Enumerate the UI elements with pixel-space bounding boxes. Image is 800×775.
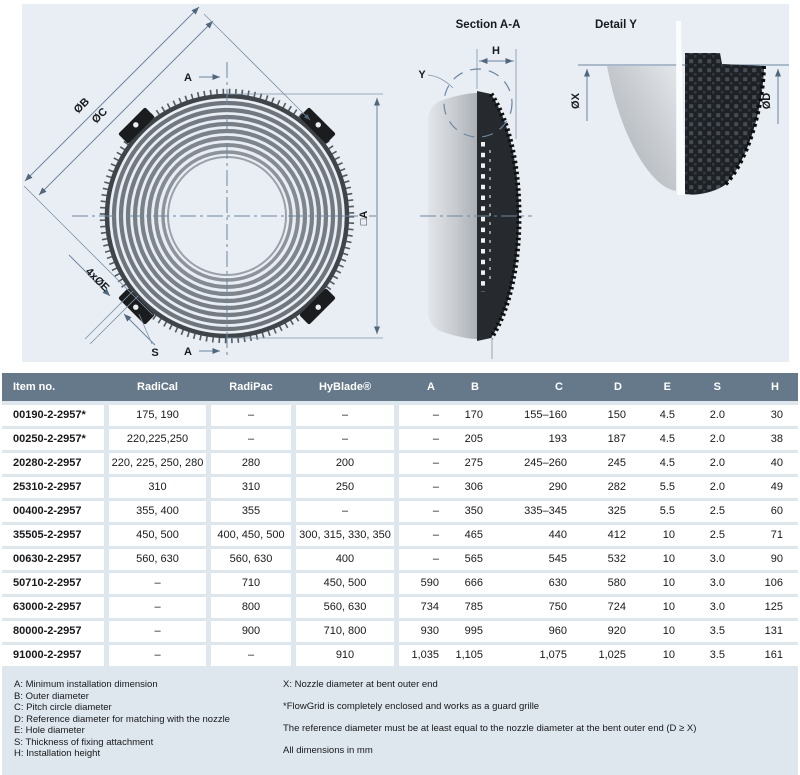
item-no: 50710-2-2957	[2, 573, 104, 594]
series-cell: –	[109, 621, 206, 642]
dim-value: –	[432, 529, 439, 541]
dim-value: 60	[770, 505, 783, 517]
column-header-item-no: Item no.	[13, 381, 56, 393]
front-view-drawing	[24, 7, 383, 359]
dim-value: 350	[464, 505, 483, 517]
series-cell: –	[109, 645, 206, 666]
y-leader	[428, 75, 453, 88]
dim-value: 545	[548, 553, 567, 565]
dim-label-height: H	[492, 45, 500, 57]
dimensions-table	[2, 373, 798, 775]
dim-value: 532	[607, 553, 626, 565]
detail-nozzle-wedge	[607, 66, 676, 191]
footnotes-panel	[2, 666, 798, 775]
dim-label-square-a: □A	[358, 210, 370, 226]
item-no: 00630-2-2957	[2, 549, 104, 570]
dimension-values	[399, 405, 798, 426]
item-no: 20280-2-2957	[2, 453, 104, 474]
series-cell: 900	[211, 621, 291, 642]
column-header-hyblade: HyBlade®	[318, 381, 372, 393]
dim-value: 161	[764, 649, 783, 661]
dim-value: 4.5	[659, 409, 675, 421]
item-no: 35505-2-2957	[2, 525, 104, 546]
dim-value: 106	[764, 577, 783, 589]
dim-value: 245	[607, 457, 626, 469]
footnote-line: X: Nozzle diameter at bent outer end	[283, 679, 438, 690]
table-row	[2, 621, 798, 642]
dim-value: –	[432, 553, 439, 565]
series-cell: –	[296, 429, 394, 450]
dim-value: 49	[770, 481, 783, 493]
dim-value: 245–260	[524, 457, 567, 469]
dim-value: 3.5	[709, 625, 725, 637]
dimension-values	[399, 645, 798, 666]
dim-value: 335–345	[524, 505, 567, 517]
dim-label-pitch-circle: ØC	[89, 105, 110, 126]
series-cell: 560, 630	[296, 597, 394, 618]
series-cell: –	[211, 645, 291, 666]
detail-y-drawing	[570, 19, 789, 195]
series-cell: 355, 400	[109, 501, 206, 522]
dimension-values	[399, 453, 798, 474]
dim-value: 1,075	[539, 649, 567, 661]
footnote-line: H: Installation height	[14, 748, 101, 759]
dim-value: 960	[548, 625, 567, 637]
footnote-line: B: Outer diameter	[14, 690, 89, 702]
dim-value: 155–160	[524, 409, 567, 421]
dim-value: 590	[420, 577, 439, 589]
table-row	[2, 645, 798, 666]
dim-value: 2.0	[709, 457, 725, 469]
table-header	[2, 373, 798, 401]
dim-value: 205	[464, 433, 483, 445]
table-body	[2, 401, 798, 666]
dim-value: 1,025	[598, 649, 626, 661]
dim-value: 565	[464, 553, 483, 565]
dim-value: 2.0	[709, 409, 725, 421]
dim-value: 2.0	[709, 433, 725, 445]
dim-value: 3.0	[709, 601, 725, 613]
dimension-values	[399, 573, 798, 594]
item-no: 00400-2-2957	[2, 501, 104, 522]
dim-value: 930	[420, 625, 439, 637]
section-view-title: Section A-A	[455, 19, 521, 31]
dim-value: 1,035	[411, 649, 439, 661]
series-cell: –	[211, 429, 291, 450]
dim-value: 630	[548, 577, 567, 589]
column-header-c: C	[555, 381, 563, 393]
footnote-line: *FlowGrid is completely enclosed and works as a guard grille	[283, 701, 540, 712]
series-cell: 560, 630	[109, 549, 206, 570]
technical-drawing	[22, 4, 789, 362]
footnote-line: E: Hole diameter	[14, 725, 85, 736]
dim-value: 131	[764, 625, 783, 637]
dim-value: 282	[607, 481, 626, 493]
dim-value: 995	[464, 625, 483, 637]
dim-value: 1,105	[455, 649, 483, 661]
dimension-values	[399, 501, 798, 522]
column-header-s: S	[713, 381, 721, 393]
table-row	[2, 405, 798, 426]
item-no: 25310-2-2957	[2, 477, 104, 498]
series-cell: 400, 450, 500	[211, 525, 291, 546]
series-cell: 450, 500	[109, 525, 206, 546]
dim-value: 4.5	[659, 457, 675, 469]
dimension-values	[399, 525, 798, 546]
item-no: 80000-2-2957	[2, 621, 104, 642]
dimension-values	[399, 597, 798, 618]
footnotes-right-column	[283, 679, 798, 775]
dimension-values	[399, 477, 798, 498]
series-cell: 355	[211, 501, 291, 522]
dim-value: 193	[548, 433, 567, 445]
dim-label-holes: 4xØE	[82, 265, 112, 295]
table-row	[2, 501, 798, 522]
series-cell: 250	[296, 477, 394, 498]
dim-value: 3.0	[709, 577, 725, 589]
series-cell: 910	[296, 645, 394, 666]
series-cell: 200	[296, 453, 394, 474]
dim-value: 290	[548, 481, 567, 493]
dim-value: 150	[607, 409, 626, 421]
dim-value: –	[432, 505, 439, 517]
column-header-a: A	[427, 381, 435, 393]
dim-value: 5.5	[659, 481, 675, 493]
dim-label-thickness: S	[151, 347, 159, 359]
series-cell: 710	[211, 573, 291, 594]
column-header-d: D	[614, 381, 622, 393]
dim-value: 10	[662, 577, 675, 589]
footnote-line: C: Pitch circle diameter	[14, 702, 112, 713]
section-marker-a-bottom: A	[184, 346, 192, 358]
dim-value: 750	[548, 601, 567, 613]
dia-b-dimension-line	[25, 7, 199, 181]
dim-value: 5.5	[659, 505, 675, 517]
section-aa-drawing	[418, 19, 532, 359]
dim-value: 3.5	[709, 649, 725, 661]
dim-value: 10	[662, 553, 675, 565]
series-cell: –	[296, 501, 394, 522]
column-header-h: H	[771, 381, 779, 393]
series-cell: 220, 225, 250, 280	[109, 453, 206, 474]
detail-gap	[676, 21, 685, 195]
dimension-values	[399, 429, 798, 450]
table-row	[2, 549, 798, 570]
series-cell: 310	[109, 477, 206, 498]
series-cell: 280	[211, 453, 291, 474]
detail-view-title: Detail Y	[595, 19, 637, 31]
table-row	[2, 477, 798, 498]
dimension-values	[399, 621, 798, 642]
dim-value: 325	[607, 505, 626, 517]
dim-label-nozzle-diameter: ØX	[570, 93, 582, 109]
series-cell: 310	[211, 477, 291, 498]
footnotes-left-column	[2, 679, 283, 775]
footnote-line: All dimensions in mm	[283, 745, 373, 756]
item-no: 00250-2-2957*	[2, 429, 104, 450]
footnote-line: D: Reference diameter for matching with the nozzle	[14, 713, 230, 725]
series-cell: –	[211, 405, 291, 426]
table-header-row	[2, 373, 798, 401]
dim-value: 666	[464, 577, 483, 589]
column-header-e: E	[663, 381, 671, 393]
dim-value: 10	[662, 649, 675, 661]
dim-value: 412	[607, 529, 626, 541]
dim-value: 440	[548, 529, 567, 541]
dim-value: 125	[764, 601, 783, 613]
dim-value: 30	[770, 409, 783, 421]
series-cell: 220,225,250	[109, 429, 206, 450]
dim-value: 580	[607, 577, 626, 589]
dim-value: 10	[662, 529, 675, 541]
dim-label-reference-diameter: ØD	[761, 92, 773, 110]
dim-value: –	[432, 409, 439, 421]
dim-value: 10	[662, 625, 675, 637]
dim-value: 40	[770, 457, 783, 469]
dim-value: 275	[464, 457, 483, 469]
dim-value: 724	[607, 601, 626, 613]
column-header-radipac: RadiPac	[229, 381, 273, 393]
footnote-line: A: Minimum installation dimension	[14, 679, 158, 690]
series-cell: 800	[211, 597, 291, 618]
series-cell: –	[109, 597, 206, 618]
dim-value: 306	[464, 481, 483, 493]
dim-value: –	[432, 481, 439, 493]
item-no: 91000-2-2957	[2, 645, 104, 666]
technical-drawing-panel	[22, 4, 789, 362]
dim-label-outer-diameter: ØB	[71, 95, 92, 116]
dimension-values	[399, 373, 798, 401]
dim-value: 3.0	[709, 553, 725, 565]
item-no: 63000-2-2957	[2, 597, 104, 618]
table-row	[2, 525, 798, 546]
column-header-b: B	[471, 381, 479, 393]
column-header-radical: RadiCal	[137, 381, 178, 393]
dim-value: 2.5	[709, 505, 725, 517]
dim-value: 920	[607, 625, 626, 637]
dim-value: 170	[464, 409, 483, 421]
series-cell: 560, 630	[211, 549, 291, 570]
footnote-line: S: Thickness of fixing attachment	[14, 736, 154, 748]
series-cell: 400	[296, 549, 394, 570]
table-row	[2, 597, 798, 618]
dim-value: 38	[770, 433, 783, 445]
dim-value: 2.5	[709, 529, 725, 541]
dim-value: 785	[464, 601, 483, 613]
series-cell: 710, 800	[296, 621, 394, 642]
dim-value: 2.0	[709, 481, 725, 493]
series-cell: –	[109, 573, 206, 594]
footnote-line: The reference diameter must be at least equal to the nozzle diameter at the bent outer end (D ≥ X)	[283, 723, 697, 734]
table-row	[2, 453, 798, 474]
dim-value: –	[432, 433, 439, 445]
dim-value: 734	[420, 601, 439, 613]
series-cell: 175, 190	[109, 405, 206, 426]
dim-value: 187	[607, 433, 626, 445]
detail-marker-y: Y	[418, 69, 426, 81]
dimension-values	[399, 549, 798, 570]
series-cell: 450, 500	[296, 573, 394, 594]
series-cell: 300, 315, 330, 350	[296, 525, 394, 546]
dim-value: 71	[770, 529, 783, 541]
section-marker-a-top: A	[184, 72, 192, 84]
dim-value: 4.5	[659, 433, 675, 445]
dim-value: 90	[770, 553, 783, 565]
dim-value: 10	[662, 601, 675, 613]
table-row	[2, 429, 798, 450]
item-no: 00190-2-2957*	[2, 405, 104, 426]
table-row	[2, 573, 798, 594]
dim-value: –	[432, 457, 439, 469]
dim-value: 465	[464, 529, 483, 541]
series-cell: –	[296, 405, 394, 426]
